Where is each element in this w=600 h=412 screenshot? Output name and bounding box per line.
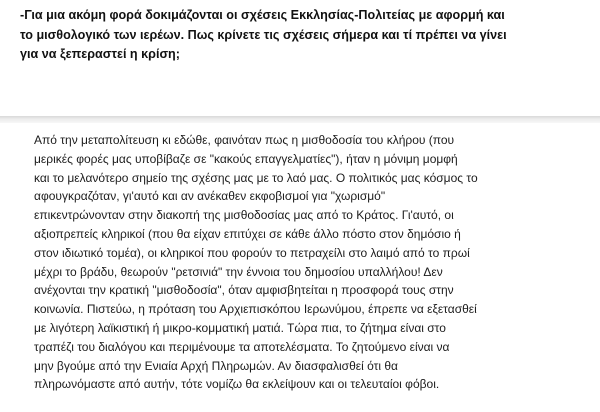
answer-line: πληρωνόμαστε από αυτήν, τότε νομίζω θα εκλείψουν και οι τελευταίοι φόβοι.: [34, 377, 440, 392]
interview-answer: [34, 131, 594, 394]
answer-line: Από την μεταπολίτευση κι εδώθε, φαινόταν πως η μισθοδοσία του κλήρου (που: [34, 133, 455, 147]
section-divider: [0, 116, 600, 123]
question-line: -Για μια ακόμη φορά δοκιμάζονται οι σχέσεις Εκκλησίας-Πολιτείας με αφορμή και: [20, 8, 505, 22]
answer-line: τραπέζι του διαλόγου και περιμένουμε τα αποτελέσματα. Το ζητούμενο είναι να: [34, 339, 450, 354]
answer-line: επικεντρώνονταν στην διακοπή της μισθοδοσίας μας από το Κράτος. Γι'αυτό, οι: [34, 208, 454, 223]
answer-line: αφουγκραζόταν, γι'αυτό και αν ανέκαθεν εκφοβισμοί για "χωρισμό": [34, 189, 386, 204]
answer-line: μέχρι το βράδυ, θεωρούν "ρετσινιά" την έννοια του δημοσίου υπαλλήλου! Δεν: [34, 264, 443, 279]
question-line: για να ξεπεραστεί η κρίση;: [20, 47, 180, 62]
question-line: το μισθολογικό των ιερέων. Πως κρίνετε τις σχέσεις σήμερα και τί πρέπει να γίνει: [20, 27, 507, 42]
interview-question: [20, 6, 590, 65]
answer-line: με λιγότερη λαϊκιστική ή μικρο-κομματική ματιά. Τώρα πια, το ζήτημα είναι στο: [34, 320, 446, 335]
answer-line: στον ιδιωτικό τομέα), οι κληρικοί που φορούν το πετραχείλι στο λαιμό από το πρωί: [34, 245, 470, 260]
answer-line: μην βγούμε από την Ενιαία Αρχή Πληρωμών. Αν διασφαλισθεί ότι θα: [34, 358, 398, 373]
answer-line: μερικές φορές μας υποβίβαζε σε "κακούς επαγγελματίες"), ήταν η μόνιμη μομφή: [34, 151, 458, 166]
answer-line: και το μελανότερο σημείο της σχέσης μας με το λαό μας. Ο πολιτικός μας κόσμος το: [34, 170, 478, 185]
answer-line: αξιοπρεπείς κληρικοί (που θα είχαν επιτύχει σε κάθε άλλο πόστο στον δημόσιο ή: [34, 226, 461, 241]
answer-line: ανέχονται την κρατική "μισθοδοσία", όταν αμφισβητείται η προσφορά τους στην: [34, 283, 454, 298]
answer-line: κοινωνία. Πιστεύω, η πρόταση του Αρχιεπισκόπου Ιερωνύμου, έπρεπε να εξετασθεί: [34, 302, 477, 317]
